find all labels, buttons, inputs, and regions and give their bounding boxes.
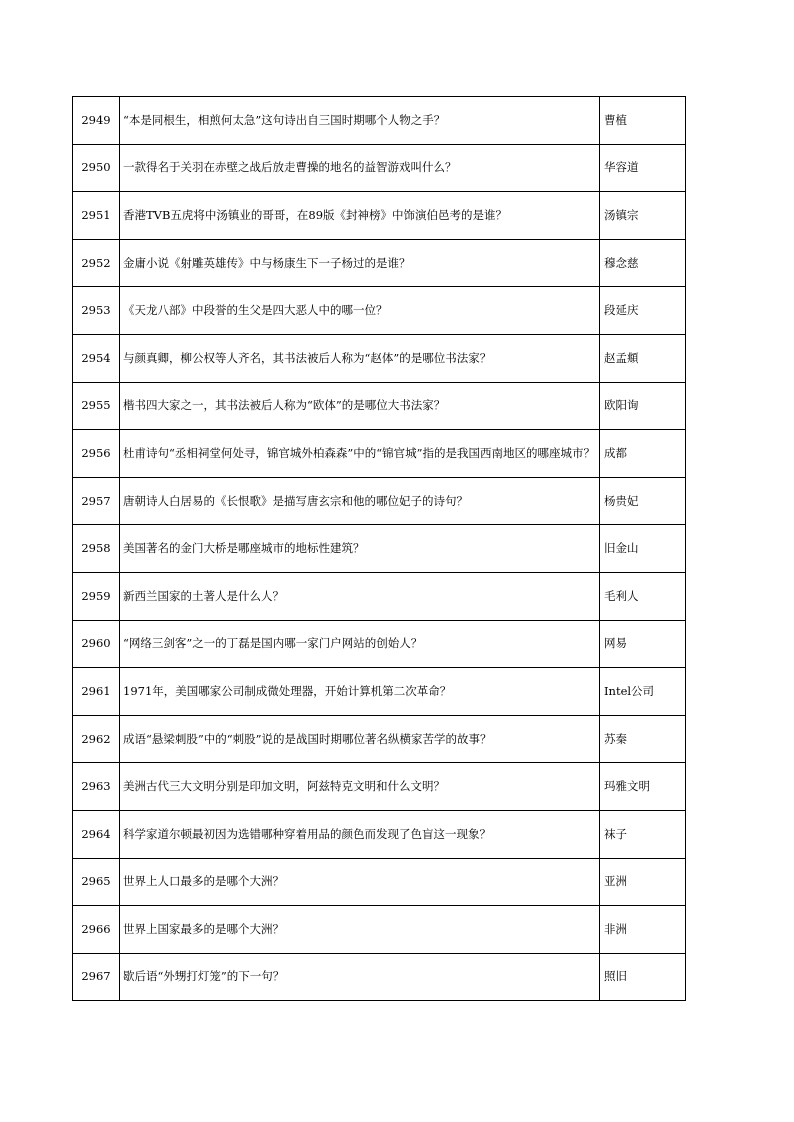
answer-text: 玛雅文明 [600, 763, 686, 811]
question-number: 2953 [73, 287, 120, 335]
question-text: 世界上国家最多的是哪个大洲？ [120, 906, 600, 954]
table-row [73, 334, 686, 382]
question-text: 美国著名的金门大桥是哪座城市的地标性建筑？ [120, 525, 600, 573]
question-text: 新西兰国家的土著人是什么人？ [120, 572, 600, 620]
table-row [73, 620, 686, 668]
answer-text: 华容道 [600, 144, 686, 192]
table-row [73, 144, 686, 192]
answer-text: 段延庆 [600, 287, 686, 335]
answer-text: 欧阳询 [600, 382, 686, 430]
table-row [73, 430, 686, 478]
answer-text: 苏秦 [600, 715, 686, 763]
answer-text: 毛利人 [600, 572, 686, 620]
answer-text: 杨贵妃 [600, 477, 686, 525]
table-row [73, 858, 686, 906]
question-text: 美洲古代三大文明分别是印加文明，阿兹特克文明和什么文明？ [120, 763, 600, 811]
answer-text: 照旧 [600, 953, 686, 1001]
answer-text: 亚洲 [600, 858, 686, 906]
question-number: 2965 [73, 858, 120, 906]
question-number: 2962 [73, 715, 120, 763]
question-number: 2960 [73, 620, 120, 668]
question-number: 2966 [73, 906, 120, 954]
question-text: 科学家道尔顿最初因为选错哪种穿着用品的颜色而发现了色盲这一现象？ [120, 810, 600, 858]
question-text: “本是同根生，相煎何太急”这句诗出自三国时期哪个人物之手？ [120, 97, 600, 145]
answer-text: 曹植 [600, 97, 686, 145]
table-row [73, 239, 686, 287]
question-text: “网络三剑客”之一的丁磊是国内哪一家门户网站的创始人？ [120, 620, 600, 668]
qa-table [72, 96, 686, 1001]
question-number: 2963 [73, 763, 120, 811]
question-text: 杜甫诗句“丞相祠堂何处寻，锦官城外柏森森”中的“锦官城”指的是我国西南地区的哪座城市？ [120, 430, 600, 478]
question-number: 2950 [73, 144, 120, 192]
question-number: 2964 [73, 810, 120, 858]
question-text: 唐朝诗人白居易的《长恨歌》是描写唐玄宗和他的哪位妃子的诗句？ [120, 477, 600, 525]
question-number: 2955 [73, 382, 120, 430]
question-text: 与颜真卿，柳公权等人齐名，其书法被后人称为“赵体”的是哪位书法家？ [120, 334, 600, 382]
question-number: 2957 [73, 477, 120, 525]
answer-text: 旧金山 [600, 525, 686, 573]
table-row [73, 763, 686, 811]
table-row [73, 192, 686, 240]
qa-table-body [73, 97, 686, 1001]
question-number: 2952 [73, 239, 120, 287]
question-number: 2956 [73, 430, 120, 478]
question-number: 2949 [73, 97, 120, 145]
question-text: 成语“悬梁刺股”中的“刺股”说的是战国时期哪位著名纵横家苦学的故事？ [120, 715, 600, 763]
table-row [73, 97, 686, 145]
table-row [73, 287, 686, 335]
question-text: 香港TVB五虎将中汤镇业的哥哥，在89版《封神榜》中饰演伯邑考的是谁？ [120, 192, 600, 240]
answer-text: 网易 [600, 620, 686, 668]
question-number: 2951 [73, 192, 120, 240]
question-number: 2954 [73, 334, 120, 382]
table-row [73, 953, 686, 1001]
answer-text: 非洲 [600, 906, 686, 954]
answer-text: Intel公司 [600, 668, 686, 716]
table-row [73, 906, 686, 954]
answer-text: 袜子 [600, 810, 686, 858]
answer-text: 穆念慈 [600, 239, 686, 287]
table-row [73, 477, 686, 525]
table-row [73, 572, 686, 620]
question-text: 《天龙八部》中段誉的生父是四大恶人中的哪一位？ [120, 287, 600, 335]
question-text: 世界上人口最多的是哪个大洲？ [120, 858, 600, 906]
table-row [73, 715, 686, 763]
question-text: 金庸小说《射雕英雄传》中与杨康生下一子杨过的是谁？ [120, 239, 600, 287]
table-row [73, 525, 686, 573]
question-number: 2959 [73, 572, 120, 620]
question-number: 2961 [73, 668, 120, 716]
answer-text: 成都 [600, 430, 686, 478]
answer-text: 赵孟頫 [600, 334, 686, 382]
question-text: 歇后语“外甥打灯笼”的下一句？ [120, 953, 600, 1001]
question-text: 一款得名于关羽在赤壁之战后放走曹操的地名的益智游戏叫什么？ [120, 144, 600, 192]
answer-text: 汤镇宗 [600, 192, 686, 240]
question-number: 2958 [73, 525, 120, 573]
table-row [73, 382, 686, 430]
table-row [73, 668, 686, 716]
question-text: 1971年，美国哪家公司制成微处理器，开始计算机第二次革命？ [120, 668, 600, 716]
table-row [73, 810, 686, 858]
question-number: 2967 [73, 953, 120, 1001]
question-text: 楷书四大家之一，其书法被后人称为“欧体”的是哪位大书法家？ [120, 382, 600, 430]
